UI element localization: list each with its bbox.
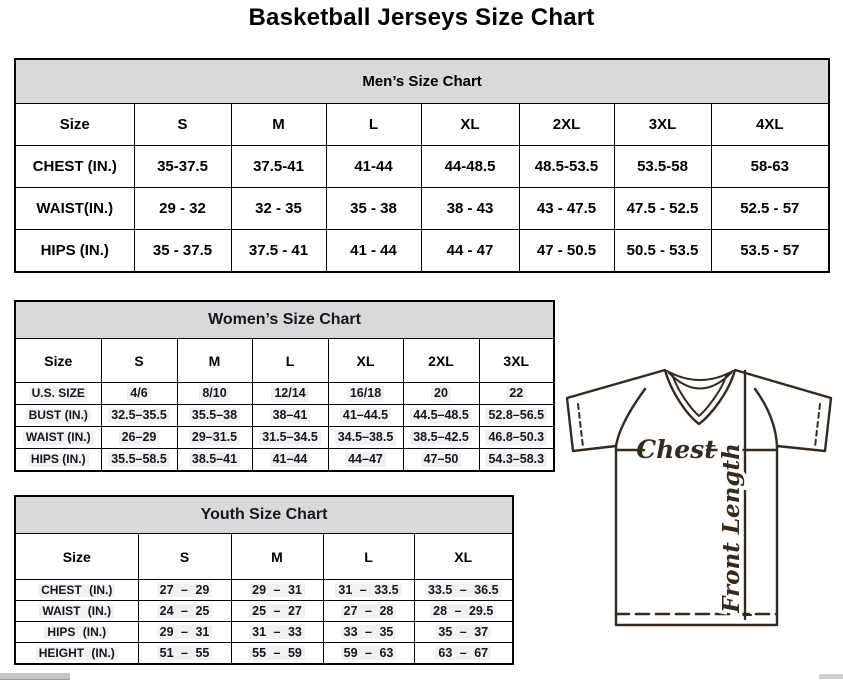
size-value: 48.5-53.5 [519, 146, 614, 188]
size-value: 38.5–42.5 [403, 427, 479, 449]
size-value: 29–31.5 [177, 427, 252, 449]
size-value: 52.5 - 57 [711, 188, 829, 230]
size-value: 31 – 33.5 [323, 580, 414, 601]
row-label: HEIGHT (IN.) [15, 643, 138, 665]
size-value: 29 – 31 [231, 580, 323, 601]
size-value: 32 - 35 [231, 188, 326, 230]
mens-table-title: Men’s Size Chart [15, 59, 829, 104]
table-row [15, 230, 829, 273]
size-value: 16/18 [328, 383, 403, 405]
row-label: WAIST (IN.) [15, 601, 138, 622]
table-row [15, 427, 554, 449]
size-value: 50.5 - 53.5 [614, 230, 711, 273]
table-row [15, 622, 513, 643]
size-value: 38.5–41 [177, 449, 252, 472]
table-row [15, 643, 513, 665]
size-value: 44.5–48.5 [403, 405, 479, 427]
size-value: 52.8–56.5 [479, 405, 554, 427]
size-value: 53.5 - 57 [711, 230, 829, 273]
size-value: 38–41 [252, 405, 328, 427]
table-row [15, 580, 513, 601]
size-value: 4/6 [101, 383, 177, 405]
horizontal-scrollbar-thumb-right[interactable] [819, 674, 843, 679]
size-value: 34.5–38.5 [328, 427, 403, 449]
size-value: 46.8–50.3 [479, 427, 554, 449]
column-header: M [231, 104, 326, 146]
youth-header-row [15, 534, 513, 580]
column-header: Size [15, 534, 138, 580]
size-value: 47–50 [403, 449, 479, 472]
size-value: 63 – 67 [414, 643, 513, 665]
column-header: L [323, 534, 414, 580]
row-label: HIPS (IN.) [15, 449, 101, 472]
size-value: 27 – 29 [138, 580, 231, 601]
size-value: 32.5–35.5 [101, 405, 177, 427]
table-row [15, 405, 554, 427]
column-header: 3XL [479, 339, 554, 383]
column-header: XL [328, 339, 403, 383]
row-label: BUST (IN.) [15, 405, 101, 427]
size-value: 35 – 37 [414, 622, 513, 643]
size-value: 47.5 - 52.5 [614, 188, 711, 230]
size-value: 41–44.5 [328, 405, 403, 427]
size-value: 22 [479, 383, 554, 405]
column-header: 3XL [614, 104, 711, 146]
size-value: 20 [403, 383, 479, 405]
table-row [15, 449, 554, 472]
row-label: CHEST (IN.) [15, 146, 134, 188]
column-header: S [101, 339, 177, 383]
size-value: 37.5-41 [231, 146, 326, 188]
row-label: HIPS (IN.) [15, 230, 134, 273]
row-label: WAIST(IN.) [15, 188, 134, 230]
size-value: 54.3–58.3 [479, 449, 554, 472]
column-header: XL [421, 104, 519, 146]
size-value: 44 - 47 [421, 230, 519, 273]
size-value: 26–29 [101, 427, 177, 449]
size-value: 31 – 33 [231, 622, 323, 643]
chest-label: Chest [636, 435, 716, 464]
column-header: 4XL [711, 104, 829, 146]
size-value: 27 – 28 [323, 601, 414, 622]
page-title: Basketball Jerseys Size Chart [248, 4, 595, 31]
front-length-label: Front Length [718, 443, 745, 613]
row-label: CHEST (IN.) [15, 580, 138, 601]
jersey-outline [567, 370, 831, 625]
size-value: 35.5–58.5 [101, 449, 177, 472]
row-label: U.S. SIZE [15, 383, 101, 405]
size-value: 24 – 25 [138, 601, 231, 622]
size-value: 41–44 [252, 449, 328, 472]
column-header: L [252, 339, 328, 383]
row-label: HIPS (IN.) [15, 622, 138, 643]
table-row [15, 601, 513, 622]
womens-table-title: Women’s Size Chart [15, 301, 554, 339]
column-header: 2XL [403, 339, 479, 383]
mens-size-table [14, 58, 830, 273]
table-row [15, 188, 829, 230]
size-value: 44-48.5 [421, 146, 519, 188]
size-value: 35.5–38 [177, 405, 252, 427]
column-header: XL [414, 534, 513, 580]
jersey-measurement-diagram [555, 358, 843, 640]
size-value: 29 - 32 [134, 188, 231, 230]
size-value: 37.5 - 41 [231, 230, 326, 273]
size-value: 41-44 [326, 146, 421, 188]
size-value: 38 - 43 [421, 188, 519, 230]
size-value: 51 – 55 [138, 643, 231, 665]
column-header: S [134, 104, 231, 146]
size-value: 8/10 [177, 383, 252, 405]
size-value: 28 – 29.5 [414, 601, 513, 622]
womens-size-table [14, 300, 555, 472]
column-header: M [231, 534, 323, 580]
size-value: 33 – 35 [323, 622, 414, 643]
column-header: 2XL [519, 104, 614, 146]
size-value: 35 - 37.5 [134, 230, 231, 273]
table-row [15, 146, 829, 188]
size-value: 29 – 31 [138, 622, 231, 643]
column-header: Size [15, 339, 101, 383]
size-value: 55 – 59 [231, 643, 323, 665]
size-value: 41 - 44 [326, 230, 421, 273]
youth-table-title: Youth Size Chart [15, 496, 513, 534]
size-value: 44–47 [328, 449, 403, 472]
jersey-diagram-icon [555, 358, 843, 640]
size-value: 35 - 38 [326, 188, 421, 230]
row-label: WAIST (IN.) [15, 427, 101, 449]
size-value: 12/14 [252, 383, 328, 405]
size-value: 43 - 47.5 [519, 188, 614, 230]
size-value: 58-63 [711, 146, 829, 188]
table-row [15, 383, 554, 405]
column-header: L [326, 104, 421, 146]
size-value: 35-37.5 [134, 146, 231, 188]
size-value: 31.5–34.5 [252, 427, 328, 449]
size-value: 25 – 27 [231, 601, 323, 622]
size-value: 47 - 50.5 [519, 230, 614, 273]
size-value: 53.5-58 [614, 146, 711, 188]
column-header: M [177, 339, 252, 383]
column-header: S [138, 534, 231, 580]
column-header: Size [15, 104, 134, 146]
size-value: 33.5 – 36.5 [414, 580, 513, 601]
youth-size-table [14, 495, 514, 665]
size-value: 59 – 63 [323, 643, 414, 665]
mens-header-row [15, 104, 829, 146]
womens-header-row [15, 339, 554, 383]
